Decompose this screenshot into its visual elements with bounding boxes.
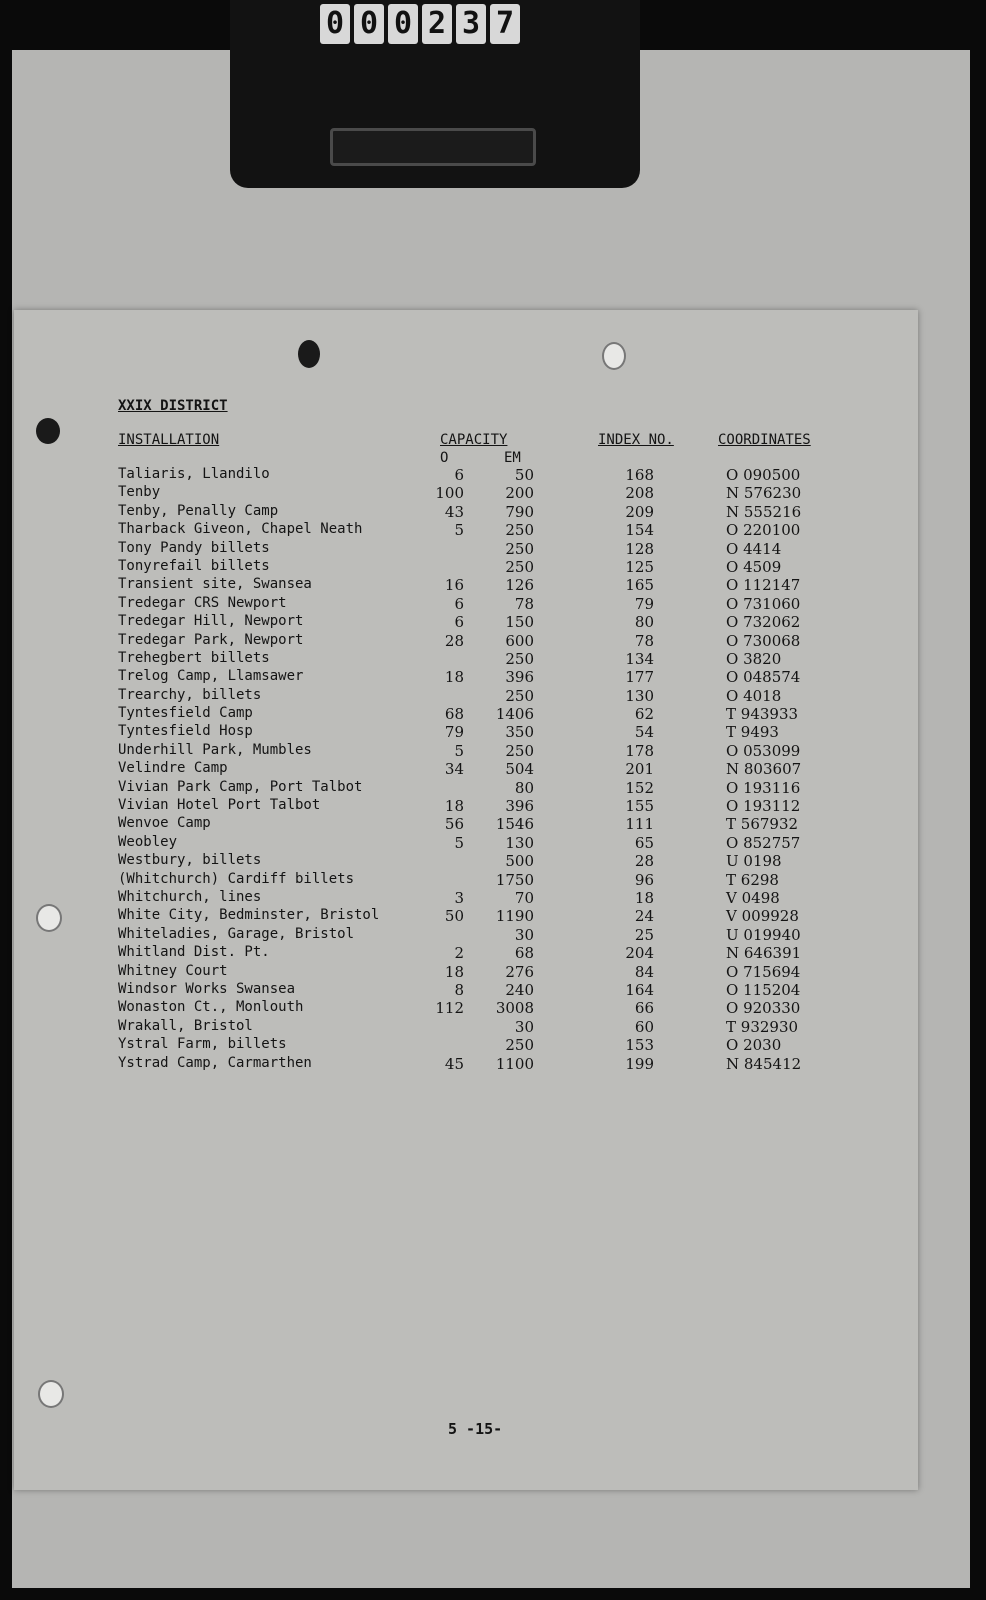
installation-cell: Tharback Giveon, Chapel Neath (118, 521, 363, 538)
table-row (118, 999, 838, 1017)
capacity-o-cell: 34 (444, 760, 464, 779)
coordinates-cell: O 4509 (726, 557, 782, 576)
capacity-o-cell: 6 (454, 594, 464, 613)
index-cell: 111 (625, 815, 654, 834)
counter-digit: 0 (388, 4, 418, 44)
coordinates-cell: U 019940 (726, 925, 801, 944)
index-cell: 178 (625, 741, 654, 760)
coordinates-cell: O 731060 (726, 594, 801, 613)
capacity-o-cell: 16 (444, 576, 464, 595)
index-cell: 209 (625, 502, 654, 521)
capacity-em-cell: 1190 (495, 907, 534, 926)
coordinates-cell: T 567932 (726, 815, 799, 834)
coordinates-cell: T 943933 (726, 705, 799, 724)
index-cell: 204 (625, 944, 654, 963)
index-cell: 153 (625, 1036, 654, 1055)
counter-digit: 0 (354, 4, 384, 44)
index-cell: 54 (634, 723, 654, 742)
punch-hole (298, 340, 320, 368)
installation-cell: Westbury, billets (118, 852, 262, 869)
table-row (118, 723, 838, 741)
counter-digit: 0 (320, 4, 350, 44)
index-cell: 164 (625, 980, 654, 999)
table-row (118, 852, 838, 870)
table-row (118, 742, 838, 760)
header-installation: INSTALLATION (118, 432, 220, 448)
punch-hole (36, 418, 60, 444)
installation-cell: Velindre Camp (118, 760, 228, 777)
coordinates-cell: O 048574 (726, 668, 801, 687)
capacity-em-cell: 130 (505, 833, 534, 852)
index-cell: 165 (625, 576, 654, 595)
capacity-o-cell: 5 (454, 833, 464, 852)
capacity-em-cell: 126 (505, 576, 534, 595)
header-o: O (440, 450, 449, 466)
capacity-em-cell: 250 (505, 539, 534, 558)
district-title: XXIX DISTRICT (118, 398, 228, 414)
capacity-em-cell: 396 (505, 797, 534, 816)
coordinates-cell: O 920330 (726, 999, 801, 1018)
capacity-o-cell: 68 (444, 705, 464, 724)
capacity-em-cell: 1546 (495, 815, 534, 834)
table-row (118, 907, 838, 925)
coordinates-cell: V 009928 (726, 907, 799, 926)
installation-cell: Weobley (118, 833, 178, 850)
coordinates-cell: N 555216 (726, 502, 802, 521)
index-cell: 128 (625, 539, 654, 558)
index-cell: 84 (634, 962, 654, 981)
installation-cell: Tredegar Park, Newport (118, 631, 304, 648)
page-number: 5 -15- (448, 1420, 503, 1438)
table-row (118, 668, 838, 686)
capacity-o-cell: 6 (454, 613, 464, 632)
coordinates-cell: O 2030 (726, 1036, 782, 1055)
installation-cell: Wenvoe Camp (118, 815, 211, 832)
capacity-o-cell: 56 (444, 815, 464, 834)
index-cell: 130 (625, 686, 654, 705)
table-row (118, 779, 838, 797)
index-cell: 155 (625, 797, 654, 816)
capacity-o-cell: 43 (444, 502, 464, 521)
index-cell: 62 (634, 705, 654, 724)
table-row (118, 595, 838, 613)
capacity-em-cell: 276 (505, 962, 534, 981)
capacity-o-cell: 50 (444, 907, 464, 926)
coordinates-cell: O 730068 (726, 631, 801, 650)
index-cell: 199 (625, 1054, 654, 1073)
index-cell: 125 (625, 557, 654, 576)
table-row (118, 521, 838, 539)
capacity-o-cell: 2 (454, 944, 464, 963)
table-row (118, 613, 838, 631)
table-row (118, 871, 838, 889)
table-row (118, 1036, 838, 1054)
punch-hole (38, 1380, 64, 1408)
coordinates-cell: O 090500 (726, 466, 801, 484)
coordinates-cell: O 112147 (726, 576, 801, 595)
capacity-o-cell: 18 (444, 668, 464, 687)
capacity-o-cell: 112 (435, 999, 464, 1018)
table-row (118, 687, 838, 705)
capacity-o-cell: 28 (444, 631, 464, 650)
capacity-em-cell: 250 (505, 557, 534, 576)
installation-cell: Transient site, Swansea (118, 576, 312, 593)
index-cell: 177 (625, 668, 654, 687)
index-cell: 201 (625, 760, 654, 779)
installation-cell: Trearchy, billets (118, 686, 262, 703)
capacity-em-cell: 50 (514, 466, 534, 484)
coordinates-cell: T 9493 (726, 723, 779, 742)
table-row (118, 558, 838, 576)
installation-cell: Tonyrefail billets (118, 557, 270, 574)
installation-cell: Tenby, Penally Camp (118, 502, 279, 519)
capacity-em-cell: 1750 (495, 870, 534, 889)
index-cell: 24 (634, 907, 654, 926)
punch-hole (36, 904, 62, 932)
index-cell: 152 (625, 778, 654, 797)
capacity-em-cell: 3008 (495, 999, 534, 1018)
installation-cell: Tredegar Hill, Newport (118, 613, 304, 630)
installation-cell: Whitland Dist. Pt. (118, 944, 270, 961)
coordinates-cell: N 576230 (726, 484, 802, 503)
table-row (118, 760, 838, 778)
table-row (118, 981, 838, 999)
installation-cell: Tredegar CRS Newport (118, 594, 287, 611)
installation-cell: Tenby (118, 484, 161, 501)
coordinates-cell: N 845412 (726, 1054, 802, 1073)
index-cell: 66 (634, 999, 654, 1018)
index-cell: 96 (634, 870, 654, 889)
index-cell: 154 (625, 521, 654, 540)
capacity-em-cell: 500 (505, 852, 534, 871)
counter-digit: 7 (490, 4, 520, 44)
capacity-em-cell: 504 (505, 760, 534, 779)
installation-cell: Tyntesfield Camp (118, 705, 253, 722)
coordinates-cell: V 0498 (726, 888, 780, 907)
punch-hole (602, 342, 626, 370)
coordinates-cell: O 715694 (726, 962, 801, 981)
index-cell: 60 (634, 1017, 654, 1036)
installation-cell: Tony Pandy billets (118, 539, 270, 556)
coordinates-cell: O 4414 (726, 539, 782, 558)
index-cell: 25 (634, 925, 654, 944)
installation-cell: Trelog Camp, Llamsawer (118, 668, 304, 685)
table-row (118, 466, 838, 484)
capacity-o-cell: 5 (454, 741, 464, 760)
installation-cell: White City, Bedminster, Bristol (118, 907, 380, 924)
installation-cell: Ystral Farm, billets (118, 1036, 287, 1053)
index-cell: 208 (625, 484, 654, 503)
capacity-em-cell: 30 (514, 1017, 534, 1036)
capacity-em-cell: 600 (505, 631, 534, 650)
index-cell: 134 (625, 649, 654, 668)
capacity-o-cell: 45 (444, 1054, 464, 1073)
installation-cell: Tyntesfield Hosp (118, 723, 253, 740)
index-cell: 78 (634, 631, 654, 650)
installation-cell: Wrakall, Bristol (118, 1017, 253, 1034)
installation-cell: Whitney Court (118, 962, 228, 979)
capacity-em-cell: 250 (505, 1036, 534, 1055)
capacity-em-cell: 250 (505, 649, 534, 668)
coordinates-cell: N 803607 (726, 760, 802, 779)
table-row (118, 797, 838, 815)
capacity-em-cell: 250 (505, 741, 534, 760)
installation-cell: Underhill Park, Mumbles (118, 741, 312, 758)
coordinates-cell: O 4018 (726, 686, 782, 705)
capacity-o-cell: 8 (454, 980, 464, 999)
table-row (118, 540, 838, 558)
counter-digit: 2 (422, 4, 452, 44)
capacity-em-cell: 150 (505, 613, 534, 632)
coordinates-cell: O 220100 (726, 521, 801, 540)
installation-cell: Taliaris, Llandilo (118, 466, 270, 482)
table-row (118, 834, 838, 852)
capacity-em-cell: 80 (514, 778, 534, 797)
header-capacity: CAPACITY (440, 432, 508, 448)
table-row (118, 1018, 838, 1036)
table-row (118, 484, 838, 502)
table-row (118, 705, 838, 723)
coordinates-cell: O 3820 (726, 649, 782, 668)
coordinates-cell: O 193112 (726, 797, 801, 816)
capacity-o-cell: 18 (444, 962, 464, 981)
index-cell: 28 (634, 852, 654, 871)
capacity-em-cell: 396 (505, 668, 534, 687)
coordinates-cell: O 053099 (726, 741, 801, 760)
clip-slot (330, 128, 536, 166)
index-cell: 168 (625, 466, 654, 484)
capacity-em-cell: 250 (505, 686, 534, 705)
installation-cell: Whiteladies, Garage, Bristol (118, 925, 355, 942)
frame-counter (320, 4, 520, 44)
capacity-em-cell: 350 (505, 723, 534, 742)
capacity-em-cell: 78 (514, 594, 534, 613)
capacity-em-cell: 790 (505, 502, 534, 521)
capacity-em-cell: 68 (514, 944, 534, 963)
installation-cell: Ystrad Camp, Carmarthen (118, 1054, 312, 1071)
capacity-em-cell: 200 (505, 484, 534, 503)
installation-cell: Whitchurch, lines (118, 888, 262, 905)
header-coordinates: COORDINATES (718, 432, 811, 448)
table-row (118, 632, 838, 650)
installation-cell: Windsor Works Swansea (118, 980, 296, 997)
header-em: EM (504, 450, 521, 466)
installation-cell: Wonaston Ct., Monlouth (118, 999, 304, 1016)
table-row (118, 576, 838, 594)
coordinates-cell: O 193116 (726, 778, 801, 797)
index-cell: 65 (634, 833, 654, 852)
capacity-em-cell: 1100 (495, 1054, 534, 1073)
capacity-o-cell: 3 (454, 888, 464, 907)
coordinates-cell: T 6298 (726, 870, 779, 889)
capacity-em-cell: 1406 (495, 705, 534, 724)
capacity-o-cell: 6 (454, 466, 464, 484)
header-index-no: INDEX NO. (598, 432, 674, 448)
capacity-o-cell: 79 (444, 723, 464, 742)
coordinates-cell: O 115204 (726, 980, 801, 999)
table-row (118, 926, 838, 944)
table-row (118, 963, 838, 981)
capacity-o-cell: 5 (454, 521, 464, 540)
capacity-o-cell: 100 (435, 484, 464, 503)
table-row (118, 815, 838, 833)
capacity-o-cell: 18 (444, 797, 464, 816)
counter-digit: 3 (456, 4, 486, 44)
table-row (118, 650, 838, 668)
table-body (118, 466, 838, 1073)
capacity-em-cell: 240 (505, 980, 534, 999)
table-row (118, 944, 838, 962)
table-row (118, 503, 838, 521)
capacity-em-cell: 70 (514, 888, 534, 907)
installation-cell: (Whitchurch) Cardiff billets (118, 870, 355, 887)
coordinates-cell: N 646391 (726, 944, 802, 963)
index-cell: 18 (634, 888, 654, 907)
coordinates-cell: U 0198 (726, 852, 782, 871)
table-row (118, 889, 838, 907)
capacity-em-cell: 30 (514, 925, 534, 944)
installation-cell: Vivian Park Camp, Port Talbot (118, 778, 363, 795)
index-cell: 79 (634, 594, 654, 613)
coordinates-cell: T 932930 (726, 1017, 799, 1036)
installation-cell: Trehegbert billets (118, 649, 270, 666)
capacity-em-cell: 250 (505, 521, 534, 540)
installation-cell: Vivian Hotel Port Talbot (118, 797, 321, 814)
coordinates-cell: O 732062 (726, 613, 801, 632)
coordinates-cell: O 852757 (726, 833, 801, 852)
table-row (118, 1055, 838, 1073)
index-cell: 80 (634, 613, 654, 632)
